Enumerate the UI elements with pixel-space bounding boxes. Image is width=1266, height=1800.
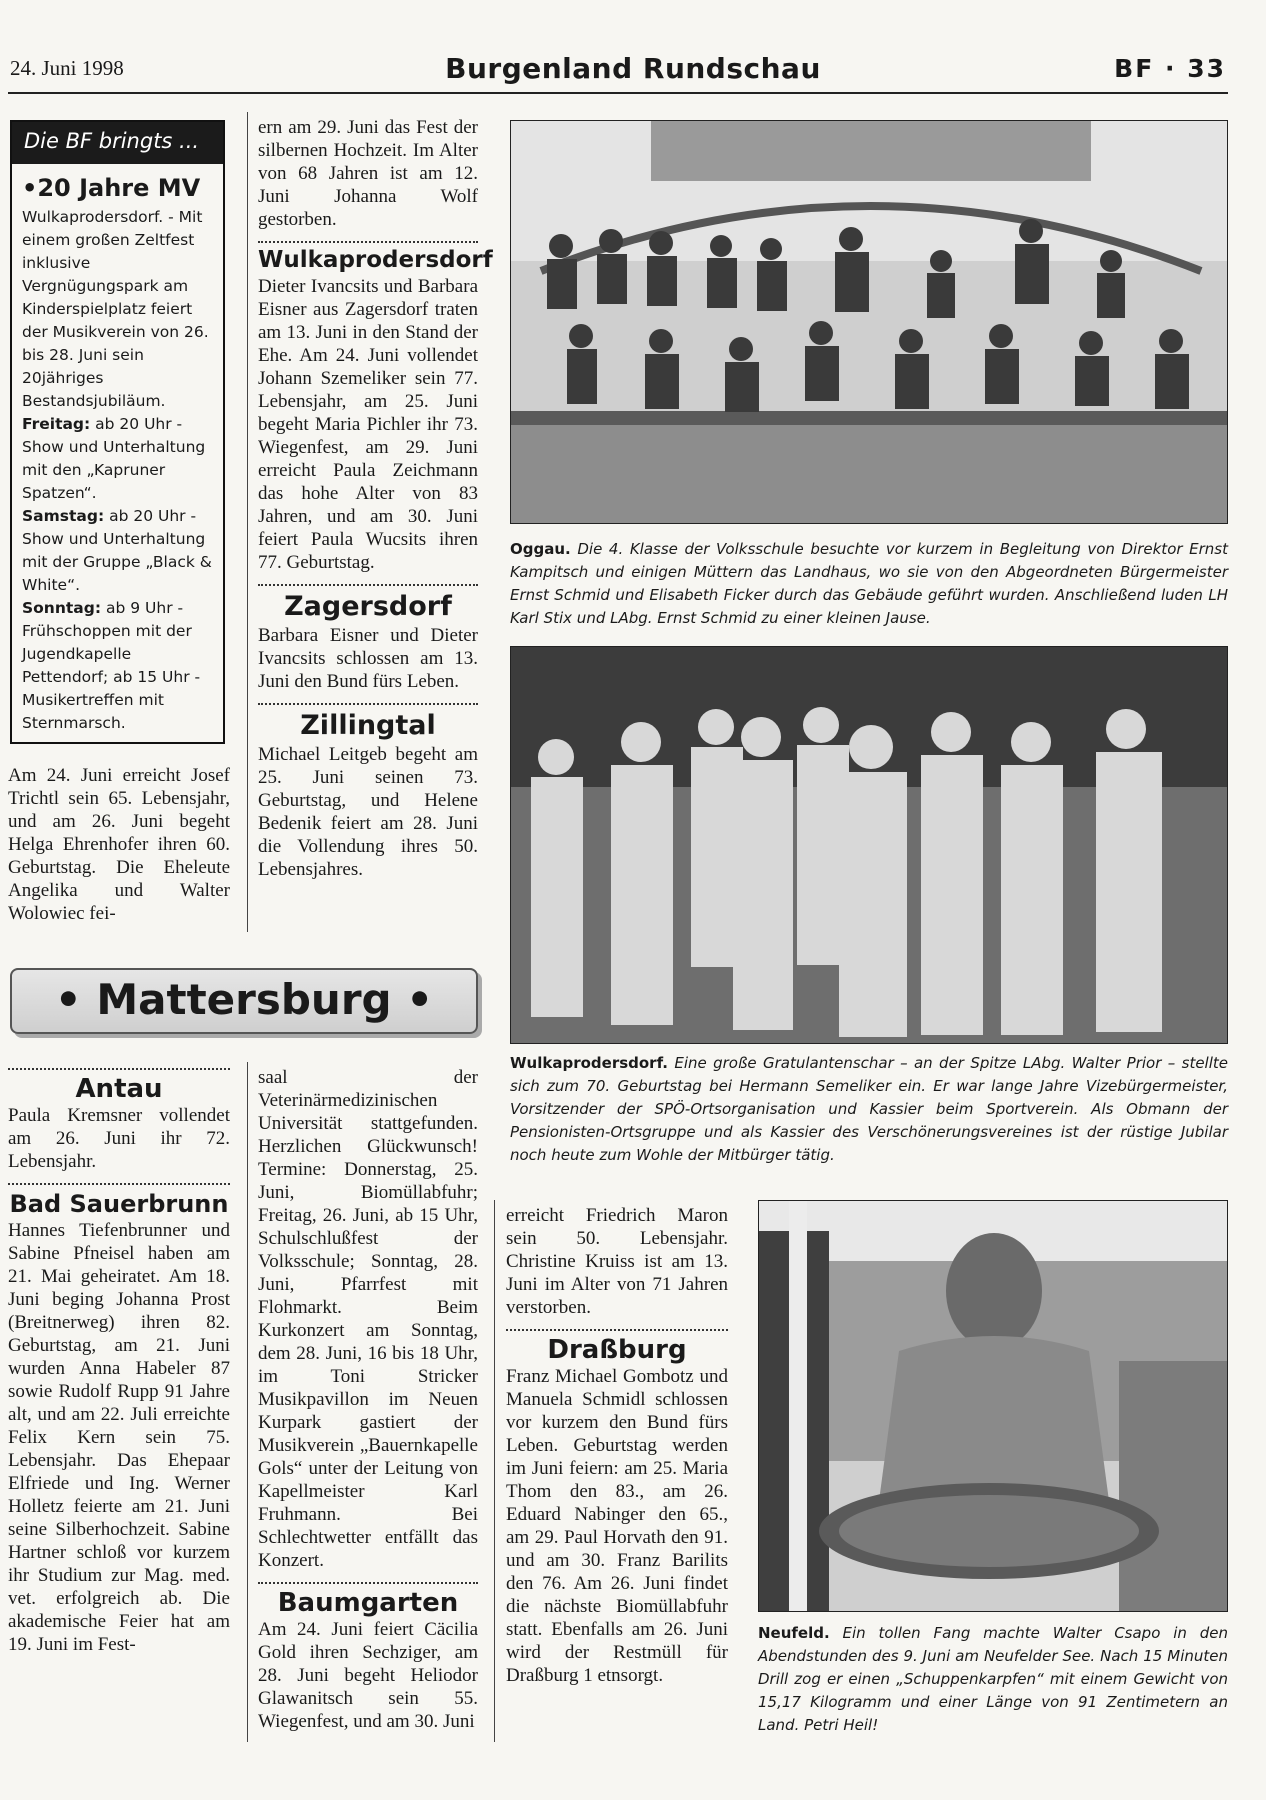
column-divider [247,112,248,932]
dotted-separator [8,1183,230,1185]
heading-baumgarten: Baumgarten [277,1588,459,1618]
caption-text: Die 4. Klasse der Volksschule besuchte vor kurzem in Begleitung von Direktor Ernst Kampitsch und einigen Müttern das Landhaus, wo sie von den Abgeordneten Bürgermeister Ernst Schmid und Elisabeth Ficker durch das Gebäude geführt wurden. Anschließend luden LH Karl Stix und LAbg. Ernst Schmid zu einer kleinen Jause. [510,540,1228,627]
info-box-intro: Wulkaprodersdorf. - Mit einem großen Zeltfest inklusive Vergnügungspark am Kinderspielplatz feiert der Musikverein von 26. bis 28. Juni sein 20jähriges Bestandsjubiläum. [22,208,209,410]
info-box-saturday [22,505,213,597]
caption-oggau [510,538,1228,630]
info-box-head: Die BF bringts ... [12,122,223,164]
sunday-text: ab 9 Uhr - Frühschoppen mit der Jugendkapelle Pettendorf; ab 15 Uhr - Musikertreffen mit Sternmarsch. [22,599,201,732]
article-antau: Paula Kremsner vollendet am 26. Juni ihr 72. Lebensjahr. [8,1105,230,1172]
dotted-separator [258,703,478,705]
page-number: BF · 33 [1114,54,1226,83]
heading-antau: Antau [75,1074,163,1104]
caption-neufeld [758,1622,1228,1737]
column-divider [247,1062,248,1742]
dotted-separator [258,584,478,586]
info-box [10,120,225,744]
heading-zagersdorf: Zagersdorf [284,591,452,622]
friday-text: ab 20 Uhr - Show und Unterhaltung mit den „Kapruner Spatzen“. [22,415,206,502]
article-zillingtal: Michael Leitgeb begeht am 25. Juni seinen 73. Geburtstag, und Helene Bedenik feiert am 28. Juni die Vollendung ihres 50. Lebensjahres. [258,744,478,880]
caption-place: Wulkaprodersdorf. [510,1054,668,1072]
article-text: ern am 29. Juni das Fest der silbernen Hochzeit. Im Alter von 68 Jahren ist am 12. Juni Johanna Wolf gestorben. [258,117,478,230]
caption-place: Neufeld. [758,1624,830,1642]
photo-neufeld-image [759,1201,1228,1612]
info-box-body [12,206,223,735]
column-2-bottom [258,1066,478,1733]
article-zagersdorf: Barbara Eisner und Dieter Ivancsits schlossen am 13. Juni den Bund fürs Leben. [258,625,478,692]
issue-date: 24. Juni 1998 [10,56,124,80]
article-bad-sauerbrunn-cont: saal der Veterinärmedizinischen Universität stattgefunden. Herzlichen Glückwunsch! Termine: Donnerstag, 25. Juni, Biomüllabfuhr; Freitag, 26. Juni, ab 15 Uhr, Schulschlußfest der Volksschule; Sonntag, 28. Juni, Pfarrfest mit Flohmarkt. Beim Kurkonzert am Sonntag, dem 28. Juni, 16 bis 18 Uhr, im Toni Stricker Musikpavillon im Neuen Kurpark gastiert der Musikverein „Bauernkapelle Gols“ unter der Leitung von Kapellmeister Karl Fruhmann. Bei Schlechtwetter entfällt das Konzert. [258,1067,478,1571]
saturday-label: Samstag: [22,507,105,525]
column-3-bottom [506,1204,728,1687]
dotted-separator [8,1068,230,1070]
friday-label: Freitag: [22,415,91,433]
article-wulka-cont: Am 24. Juni erreicht Josef Trichtl sein 65. Lebensjahr, und am 26. Juni begeht Helga Ehrenhofer ihren 60. Geburtstag. Die Eheleute Angelika und Walter Wolowiec fei- [8,765,230,924]
article-baumgarten-cont: erreicht Friedrich Maron sein 50. Lebensjahr. Christine Kruiss ist am 13. Juni im Alter von 71 Jahren verstorben. [506,1205,728,1318]
heading-drassburg: Draßburg [547,1335,687,1365]
saturday-text: ab 20 Uhr - Show und Unterhaltung mit der Gruppe „Black & White“. [22,507,212,594]
info-box-friday [22,413,213,505]
heading-zillingtal: Zillingtal [300,710,436,741]
article-wulkaprodersdorf: Dieter Ivancsits und Barbara Eisner aus Zagersdorf traten am 13. Juni in den Stand der Ehe. Am 24. Juni vollendet Johann Szemeliker sein 77. Lebensjahr, am 25. Juni begeht Maria Pichler ihr 73. Wiegenfest, am 29. Juni erreicht Paula Zeichmann das hohe Alter von 83 Jahren, und am 30. Juni feiert Paula Wucsits ihren 77. Geburtstag. [258,276,478,573]
article-baumgarten: Am 24. Juni feiert Cäcilia Gold ihren Sechziger, am 28. Juni begeht Heliodor Glawanitsch sein 55. Wiegenfest, und am 30. Juni [258,1619,478,1732]
photo-oggau-class [510,120,1228,524]
dotted-separator [506,1329,728,1331]
section-banner: • Mattersburg • [10,968,478,1034]
caption-text: Ein tollen Fang machte Walter Csapo in den Abendstunden des 9. Juni am Neufelder See. Nach 15 Minuten Drill zog er einen „Schuppenkarpfen“ mit einem Gewicht von 15,17 Kilogramm und einer Länge von 91 Zentimetern an Land. Petri Heil! [758,1624,1228,1734]
photo-wulkaprodersdorf-group [510,646,1228,1044]
caption-place: Oggau. [510,540,571,558]
photo-oggau-image [511,121,1228,524]
header-rule [8,92,1228,94]
article-bad-sauerbrunn: Hannes Tiefenbrunner und Sabine Pfneisel haben am 21. Mai geheiratet. Am 18. Juni beging Johanna Prost (Breitnerweg) ihren 82. Geburtstag, am 21. Juni wurden Anna Habeler 87 sowie Rudolf Rupp 91 Jahre alt, und am 22. Juli erreichte Felix Kern sein 75. Lebensjahr. Das Ehepaar Elfriede und Ing. Werner Holletz feierte am 21. Juni seine Silberhochzeit. Sabine Hartner schloß vor kurzem ihr Studium zur Mag. med. vet. erfolgreich ab. Die akademische Feier hat am 19. Juni im Fest- [8,1220,230,1655]
column-divider [494,1200,495,1742]
article-drassburg: Franz Michael Gombotz und Manuela Schmidl schlossen vor kurzem den Bund fürs Leben. Geburtstag werden im Juni feiern: am 25. Maria Thom den 83., am 26. Eduard Nabinger den 65., am 29. Paul Horvath den 91. und am 30. Franz Barilits den 76. Am 26. Juni findet die nächste Biomüllabfuhr statt. Ebenfalls am 26. Juni wird der Restmüll für Draßburg 1 etnsorgt. [506,1366,728,1686]
dotted-separator [258,241,478,243]
heading-bad-sauerbrunn: Bad Sauerbrunn [9,1190,229,1218]
photo-wulkaprodersdorf-image [511,647,1228,1044]
info-box-title: •20 Jahre MV [22,174,201,202]
sunday-label: Sonntag: [22,599,102,617]
caption-wulkaprodersdorf [510,1052,1228,1167]
heading-wulkaprodersdorf: Wulkaprodersdorf [258,247,493,273]
photo-neufeld-fisherman [758,1200,1228,1612]
caption-text: Eine große Gratulantenschar – an der Spitze LAbg. Walter Prior – stellte sich zum 70. Geburtstag bei Hermann Semeliker ein. Er war lange Jahre Vizebürgermeister, Vorsitzender der SPÖ-Ortsorganisation und Kassier beim Sportverein. Als Obmann der Pensionisten-Ortsgruppe und als Kassier des Verschönerungsvereines ist der rüstige Jubilar noch heute zum Wohle der Mitbürger tätig. [510,1054,1228,1164]
column-1-bottom [8,1068,230,1656]
dotted-separator [258,1582,478,1584]
column-2-top [258,116,493,881]
info-box-sunday [22,597,213,735]
newspaper-title: Burgenland Rundschau [445,52,821,85]
